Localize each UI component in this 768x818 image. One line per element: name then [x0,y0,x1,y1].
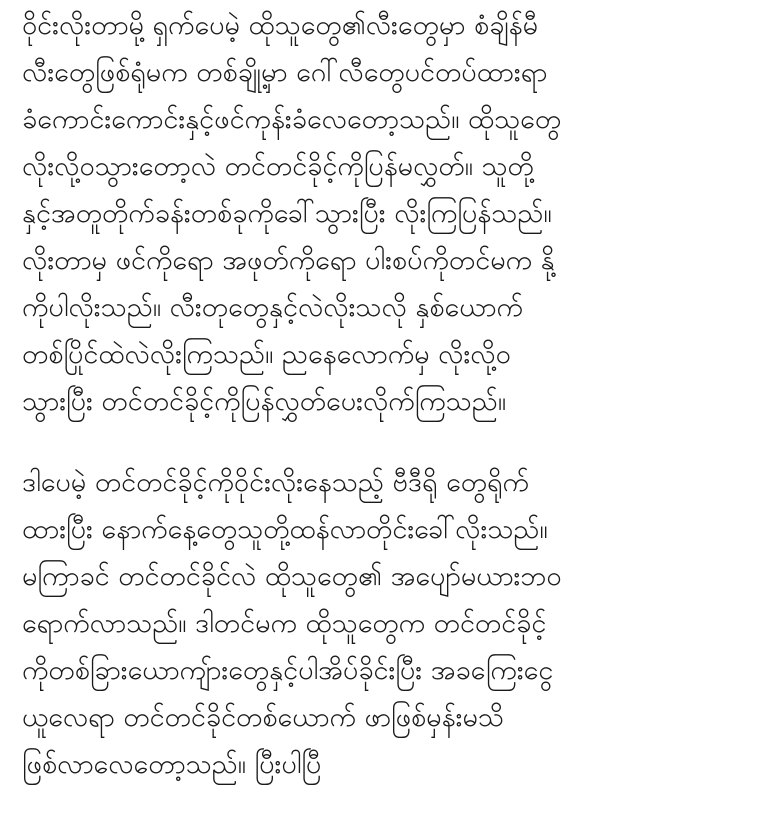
text-line: နှင့်အတူတိုက်ခန်းတစ်ခုကိုခေါ်သွားပြီး လိုးကြပြန်သည်။ [22,198,552,229]
text-line: ဒါပေမဲ့ တင်တင်ခိုင့်ကိုဝိုင်းလိုးနေသည့် ဗီဒီရို တွေရိုက် [22,467,529,498]
text-line: ခံကောင်းကောင်းနှင့်ဖင်ကုန်းခံလေတော့သည်။ ထိုသူတွေ [22,104,562,135]
text-line: ကိုတစ်ခြားယောကျ်ားတွေနှင့်ပါအိပ်ခိုင်းပြီး အခကြေးငွေ [22,655,554,686]
text-line: ထားပြီး နောက်နေ့တွေသူတို့ထန်လာတိုင်းခေါ်လိုးသည်။ [22,514,548,545]
text-line: ဖြစ်လာလေတော့သည်။ ပြီးပါပြီ [22,749,322,780]
text-line: လိုးတာမှ ဖင်ကိုရော အဖုတ်ကိုရော ပါးစပ်ကိုတင်မက နို့ [22,245,555,276]
text-line: တစ်ပြိုင်ထဲလဲလိုးကြသည်။ ညနေလောက်မှ လိုးလို့ဝ [22,339,511,370]
text-line: ဝိုင်းလိုးတာမို့ ရှက်ပေမဲ့ ထိုသူတွေ၏လီးတွေမှာ စံချိန်မီ [22,10,539,41]
paragraph-2 [22,459,752,788]
text-line: မကြာခင် တင်တင်ခိုင်လဲ ထိုသူတွေ၏ အပျော်မယားဘဝ [22,561,562,592]
text-line: ယူလေရာ တင်တင်ခိုင်တစ်ယောက် ဖာဖြစ်မှန်းမသိ [22,702,504,733]
paragraph-1 [22,2,752,425]
text-line: သွားပြီး တင်တင်ခိုင့်ကိုပြန်လွှတ်ပေးလိုက်ကြသည်။ [22,386,507,417]
text-line: ကိုပါလိုးသည်။ လီးတုတွေနှင့်လဲလိုးသလို နှစ်ယောက် [22,292,523,323]
text-line: လီးတွေဖြစ်ရုံမက တစ်ချို့မှာ ဂေါ်လီတွေပင်တပ်ထားရာ [22,57,548,88]
text-line: ရောက်လာသည်။ ဒါတင်မက ထိုသူတွေက တင်တင်ခိုင့် [22,608,547,639]
text-line: လိုးလို့ဝသွားတော့လဲ တင်တင်ခိုင့်ကိုပြန်မလွှတ်။ သူတို့ [22,151,534,182]
